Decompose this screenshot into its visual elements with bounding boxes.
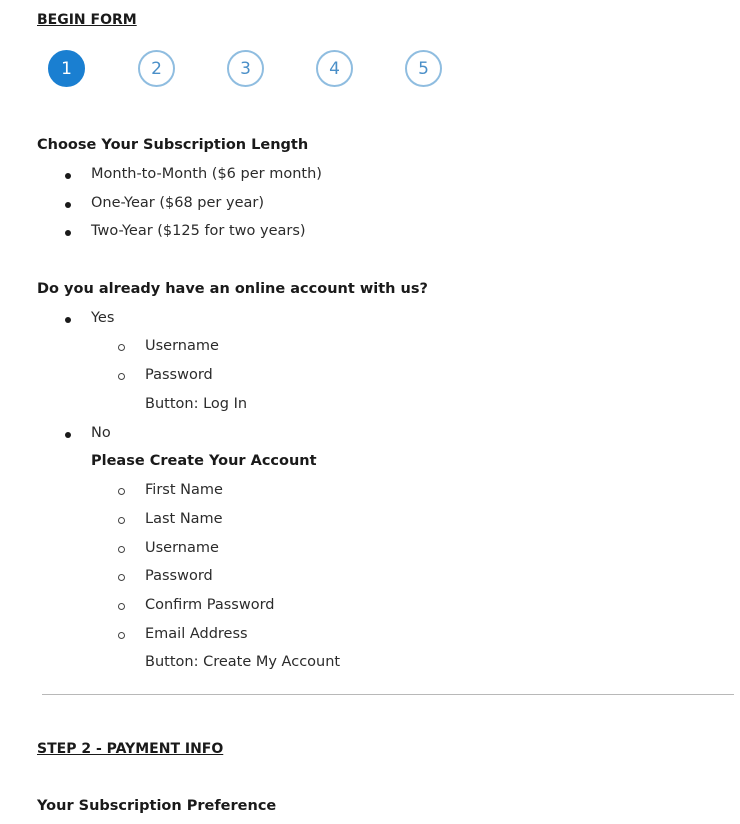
bullet-icon — [65, 230, 71, 236]
circle-bullet-icon — [118, 603, 125, 610]
section-divider — [42, 694, 734, 695]
subscription-option-monthly[interactable]: Month-to-Month ($6 per month) — [91, 166, 322, 182]
step-4-indicator[interactable]: 4 — [316, 50, 353, 87]
subscription-option-one-year[interactable]: One-Year ($68 per year) — [91, 195, 264, 211]
last-name-field[interactable]: Last Name — [145, 511, 223, 527]
email-address-field[interactable]: Email Address — [145, 626, 248, 642]
subscription-option-two-year[interactable]: Two-Year ($125 for two years) — [91, 223, 306, 239]
bullet-icon — [65, 202, 71, 208]
confirm-password-field[interactable]: Confirm Password — [145, 597, 275, 613]
account-question: Do you already have an online account with us? — [37, 281, 428, 297]
account-option-yes[interactable]: Yes — [91, 310, 115, 326]
bullet-icon — [65, 432, 71, 438]
bullet-icon — [65, 173, 71, 179]
login-password-field[interactable]: Password — [145, 367, 213, 383]
circle-bullet-icon — [118, 546, 125, 553]
circle-bullet-icon — [118, 488, 125, 495]
circle-bullet-icon — [118, 574, 125, 581]
step-5-indicator[interactable]: 5 — [405, 50, 442, 87]
circle-bullet-icon — [118, 632, 125, 639]
first-name-field[interactable]: First Name — [145, 482, 223, 498]
step-2-heading: STEP 2 - PAYMENT INFO — [37, 741, 224, 757]
circle-bullet-icon — [118, 517, 125, 524]
bullet-icon — [65, 317, 71, 323]
step-2-indicator[interactable]: 2 — [138, 50, 175, 87]
circle-bullet-icon — [118, 373, 125, 380]
new-username-field[interactable]: Username — [145, 540, 219, 556]
login-username-field[interactable]: Username — [145, 338, 219, 354]
new-password-field[interactable]: Password — [145, 568, 213, 584]
begin-form-heading: BEGIN FORM — [37, 12, 137, 28]
subscription-preference-heading: Your Subscription Preference — [37, 798, 277, 814]
login-button[interactable]: Button: Log In — [145, 396, 248, 412]
create-account-button[interactable]: Button: Create My Account — [145, 654, 341, 670]
step-3-indicator[interactable]: 3 — [227, 50, 264, 87]
account-option-no[interactable]: No — [91, 425, 111, 441]
create-account-heading: Please Create Your Account — [91, 453, 317, 469]
circle-bullet-icon — [118, 344, 125, 351]
step-1-indicator[interactable]: 1 — [48, 50, 85, 87]
subscription-length-heading: Choose Your Subscription Length — [37, 137, 309, 153]
